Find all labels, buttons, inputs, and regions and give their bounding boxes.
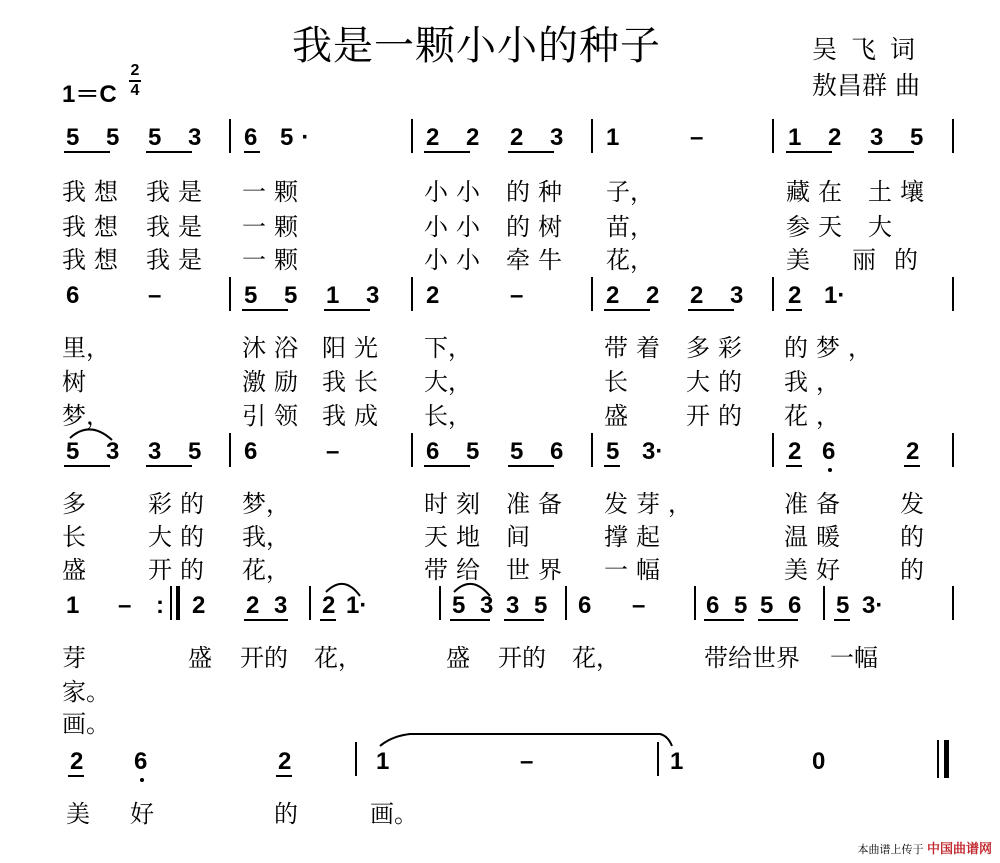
key-signature: 1＝C (62, 81, 117, 108)
lyric: 开的 (240, 644, 288, 672)
lyric: 花， (784, 402, 848, 430)
lyric: 盛 (446, 644, 470, 672)
note-group: 1 2 (788, 124, 852, 151)
lyric: 带给 (424, 556, 488, 584)
note-group: 3 5 (506, 592, 552, 619)
note-group: 6 5 (706, 592, 752, 619)
note-group: 5 (606, 438, 620, 465)
note-group: 2 (70, 748, 84, 775)
lyric: 梦， (62, 402, 110, 430)
lyric: 开的 (686, 402, 750, 430)
lyric: 一颗 (242, 246, 306, 274)
lyric: 子， (606, 178, 654, 206)
note-group: 5 3 (148, 124, 212, 151)
note-group: 2 (322, 592, 336, 619)
repeat-dots: : (156, 592, 164, 619)
lyric: 我想 (62, 213, 126, 241)
lyric: 多彩 (686, 334, 750, 362)
time-signature-top: 2 (130, 62, 140, 79)
lyric: 世界 (506, 556, 570, 584)
lyric: 盛 (62, 556, 86, 584)
lyric: 一颗 (242, 213, 306, 241)
note-dash: – (148, 282, 162, 309)
lyric: 彩的 (148, 490, 212, 518)
lyric: 我成 (322, 402, 386, 430)
lyric: 一幅 (830, 644, 878, 672)
lyric: 下， (424, 334, 472, 362)
note-group: 2 3 (510, 124, 574, 151)
note-group: 2 (906, 438, 920, 465)
composer-credit: 敖昌群 曲 (812, 71, 920, 100)
lyric: 温暖 (784, 523, 848, 551)
lyric: 花， (242, 556, 290, 584)
lyric: 大， (424, 368, 472, 396)
note-dash: – (690, 124, 704, 151)
lyric: 开的 (148, 556, 212, 584)
lyric: 土壤 (868, 178, 932, 206)
lyric: 我， (242, 523, 290, 551)
lyric: 盛 (604, 402, 628, 430)
lyric: 美 (66, 800, 90, 828)
lyric: 准备 (506, 490, 570, 518)
lyric: 丽的 (852, 246, 936, 274)
lyric: 一颗 (242, 178, 306, 206)
lyric: 大的 (148, 523, 212, 551)
lyric: 小小 (424, 178, 488, 206)
lyric: 盛 (188, 644, 212, 672)
lyric: 长 (62, 523, 86, 551)
lyric: 芽 (62, 644, 86, 672)
lyric: 的 (900, 523, 924, 551)
lyric: 小小 (424, 213, 488, 241)
note-group: 1 (376, 748, 390, 775)
song-title: 我是一颗小小的种子 (292, 23, 661, 69)
lyric: 时刻 (424, 490, 488, 518)
note-group: 6 5· (244, 124, 318, 151)
note-group: 3· (862, 592, 884, 619)
lyric: 我是 (146, 178, 210, 206)
lyric: 的 (900, 556, 924, 584)
note-group: 2 2 (606, 282, 670, 309)
note-dash: – (520, 748, 534, 775)
lyric: 的种 (506, 178, 570, 206)
note-group: 1· (346, 592, 368, 619)
note-group: 3 5 (148, 438, 212, 465)
note-group: 5 5 (66, 124, 130, 151)
lyric: 画。 (62, 710, 110, 738)
note-group: 2 (192, 592, 206, 619)
lyricist-credit: 吴飞词 (812, 35, 930, 64)
note-group: 5 3 (66, 438, 130, 465)
note-dash: – (326, 438, 340, 465)
note-group: 5 5 (244, 282, 308, 309)
note-group: 6 5 (426, 438, 490, 465)
note-group: 2 2 (426, 124, 490, 151)
lyric: 准备 (784, 490, 848, 518)
note-group: 6 (822, 438, 836, 465)
lyric: 撑起 (604, 523, 668, 551)
note-group: 2 3 (690, 282, 754, 309)
note-group: 5 3 (452, 592, 498, 619)
lyric: 花， (314, 644, 362, 672)
note-group: 5 6 (760, 592, 806, 619)
lyric: 激励 (242, 368, 306, 396)
lyric: 带给世界 (704, 644, 800, 672)
lyric: 长， (424, 402, 472, 430)
note-group: 2 3 (246, 592, 292, 619)
slur (70, 429, 112, 440)
note-group: 3· (642, 438, 664, 465)
note-group: 2 (278, 748, 292, 775)
lyric: 好 (130, 800, 154, 828)
lyric: 一幅 (604, 556, 668, 584)
lyric: 我长 (322, 368, 386, 396)
lyric: 带着 (604, 334, 668, 362)
note-group: 2 (788, 438, 802, 465)
lyric: 的梦， (784, 334, 880, 362)
lyric: 树 (62, 368, 86, 396)
lyric: 我想 (62, 178, 126, 206)
note-dash: – (632, 592, 646, 619)
note-dash: – (118, 592, 132, 619)
lyric: 苗， (606, 213, 654, 241)
volta-bracket (380, 734, 672, 746)
note-group: 1 (66, 592, 80, 619)
lyric: 大的 (686, 368, 750, 396)
lyric: 我是 (146, 213, 210, 241)
lyric: 梦， (242, 490, 290, 518)
lyric: 引领 (242, 402, 306, 430)
note-group: 0 (812, 748, 826, 775)
lyric: 开的 (498, 644, 546, 672)
lyric: 我是 (146, 246, 210, 274)
lyric: 我想 (62, 246, 126, 274)
slur (326, 584, 360, 596)
lyric: 我， (784, 368, 848, 396)
lyric: 的树 (506, 213, 570, 241)
lyric: 多 (62, 490, 86, 518)
footer-credit (857, 838, 992, 857)
lyric: 藏在 (786, 178, 850, 206)
note-group: 6 (244, 438, 258, 465)
lyric: 花， (572, 644, 620, 672)
note-group: 6 (578, 592, 592, 619)
lyric: 里， (62, 334, 110, 362)
footer-text: 本曲谱上传于 (857, 843, 924, 856)
note-group: 1 3 (326, 282, 390, 309)
lyric: 美好 (784, 556, 848, 584)
lyric: 沐浴 (242, 334, 306, 362)
site-logo[interactable]: 中国曲谱网 (926, 842, 992, 857)
lyric: 牵牛 (506, 246, 570, 274)
slur (454, 584, 490, 596)
note-group: 3 5 (870, 124, 934, 151)
lyric: 画。 (370, 800, 418, 828)
lyric: 发 (900, 490, 924, 518)
note-group: 1· (824, 282, 846, 309)
lyric: 小小 (424, 246, 488, 274)
note-group: 1 (606, 124, 620, 151)
lyric: 参天 (786, 213, 850, 241)
lyric: 的 (274, 800, 298, 828)
note-dash: – (510, 282, 524, 309)
note-group: 2 (426, 282, 440, 309)
time-signature-bottom: 4 (130, 82, 140, 99)
lyric: 花， (606, 246, 654, 274)
lyric: 家。 (62, 678, 110, 706)
lyric: 大 (868, 213, 900, 241)
note-group: 5 (836, 592, 850, 619)
note-group: 6 (134, 748, 148, 775)
note-group: 5 6 (510, 438, 574, 465)
lyric: 发芽， (604, 490, 700, 518)
lyric: 阳光 (322, 334, 386, 362)
lyric: 长 (604, 368, 628, 396)
lyric: 美 (786, 246, 810, 274)
note-group: 1 (670, 748, 684, 775)
lyric: 天地 (424, 523, 488, 551)
lyric: 间 (506, 523, 530, 551)
note-group: 2 (788, 282, 802, 309)
note-group: 6 (66, 282, 80, 309)
